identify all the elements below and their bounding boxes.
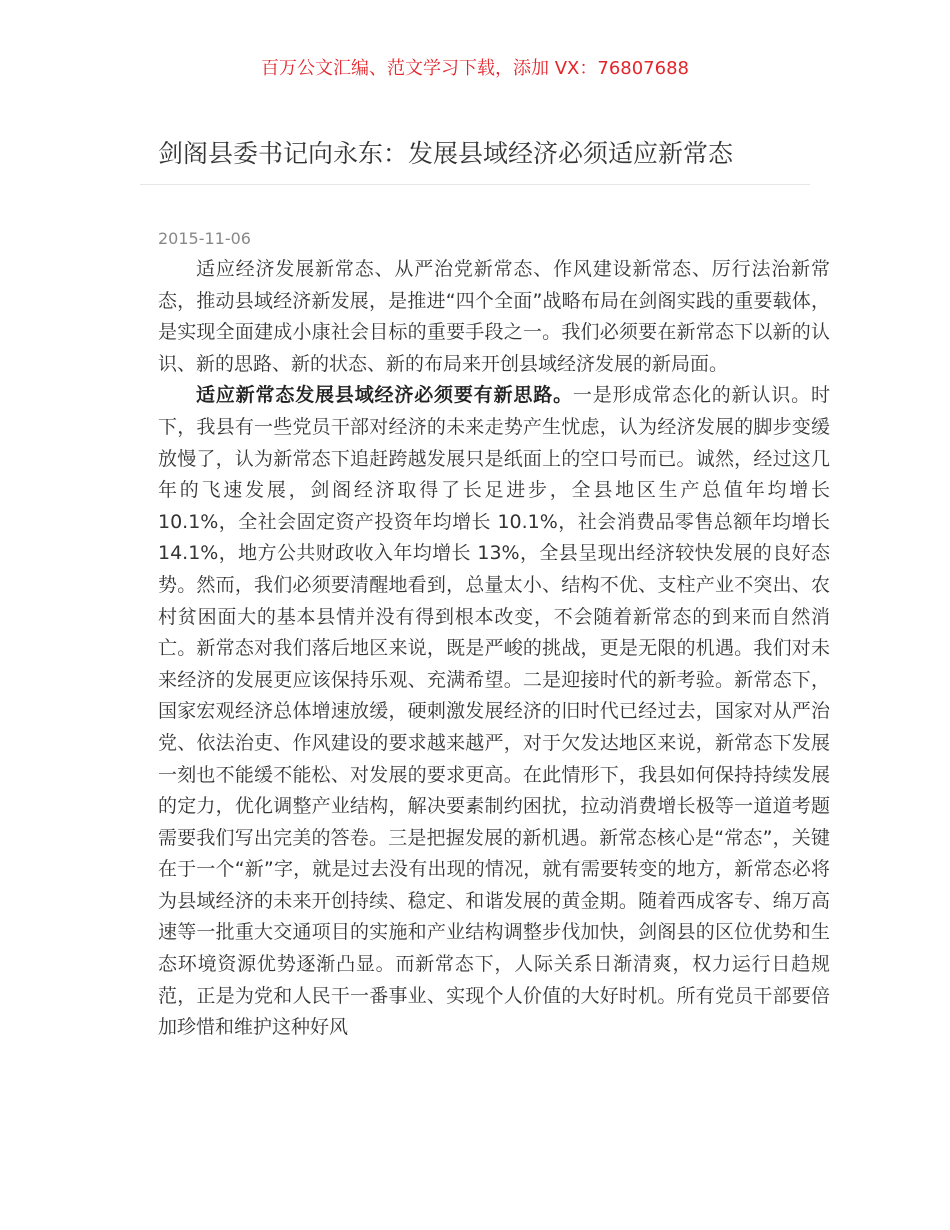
paragraph-new-thinking: [158, 380, 830, 1043]
publish-date: 2015-11-06: [158, 229, 251, 248]
title-divider: [140, 184, 810, 185]
paragraph-intro: 适应经济发展新常态、从严治党新常态、作风建设新常态、厉行法治新常态，推动县域经济新发展，是推进“四个全面”战略布局在剑阁实践的重要载体，是实现全面建成小康社会目标的重要手段之一。我们必须要在新常态下以新的认识、新的思路、新的状态、新的布局来开创县域经济发展的新局面。: [158, 258, 830, 375]
paragraph-body-text: 一是形成常态化的新认识。时下，我县有一些党员干部对经济的未来走势产生忧虑，认为经济发展的脚步变缓放慢了，认为新常态下追赶跨越发展只是纸面上的空口号而已。诚然，经过这几年的飞速发展，剑阁经济取得了长足进步，全县地区生产总值年均增长 10.1%，全社会固定资产投资年均增长 10.1%，社会消费品零售总额年均增长 14.1%，地方公共财政收入年均增长 13%，全县呈现出经济较快发展的良好态势。然而，我们必须要清醒地看到，总量太小、结构不优、支柱产业不突出、农村贫困面大的基本县情并没有得到根本改变，不会随着新常态的到来而自然消亡。新常态对我们落后地区来说，既是严峻的挑战，更是无限的机遇。我们对未来经济的发展更应该保持乐观、充满希望。二是迎接时代的新考验。新常态下，国家宏观经济总体增速放缓，硬刺激发展经济的旧时代已经过去，国家对从严治党、依法治吏、作风建设的要求越来越严，对于欠发达地区来说，新常态下发展一刻也不能缓不能松、对发展的要求更高。在此情形下，我县如何保持持续发展的定力，优化调整产业结构，解决要素制约困扰，拉动消费增长极等一道道考题需要我们写出完美的答卷。三是把握发展的新机遇。新常态核心是“常态”，关键在于一个“新”字，就是过去没有出现的情况，就有需要转变的地方，新常态必将为县域经济的未来开创持续、稳定、和谐发展的黄金期。随着西成客专、绵万高速等一批重大交通项目的实施和产业结构调整步伐加快，剑阁县的区位优势和生态环境资源优势逐渐凸显。而新常态下，人际关系日渐清爽，权力运行日趋规范，正是为党和人民干一番事业、实现个人价值的大好时机。所有党员干部要倍加珍惜和维护这种好风: [158, 384, 830, 1039]
paragraph-lead-heading: 适应新常态发展县域经济必须要有新思路。: [196, 384, 573, 407]
article-body: [158, 254, 830, 1044]
promo-banner: 百万公文汇编、范文学习下载，添加 VX：76807688: [261, 58, 689, 79]
article-title: 剑阁县委书记向永东：发展县域经济必须适应新常态: [158, 139, 734, 168]
